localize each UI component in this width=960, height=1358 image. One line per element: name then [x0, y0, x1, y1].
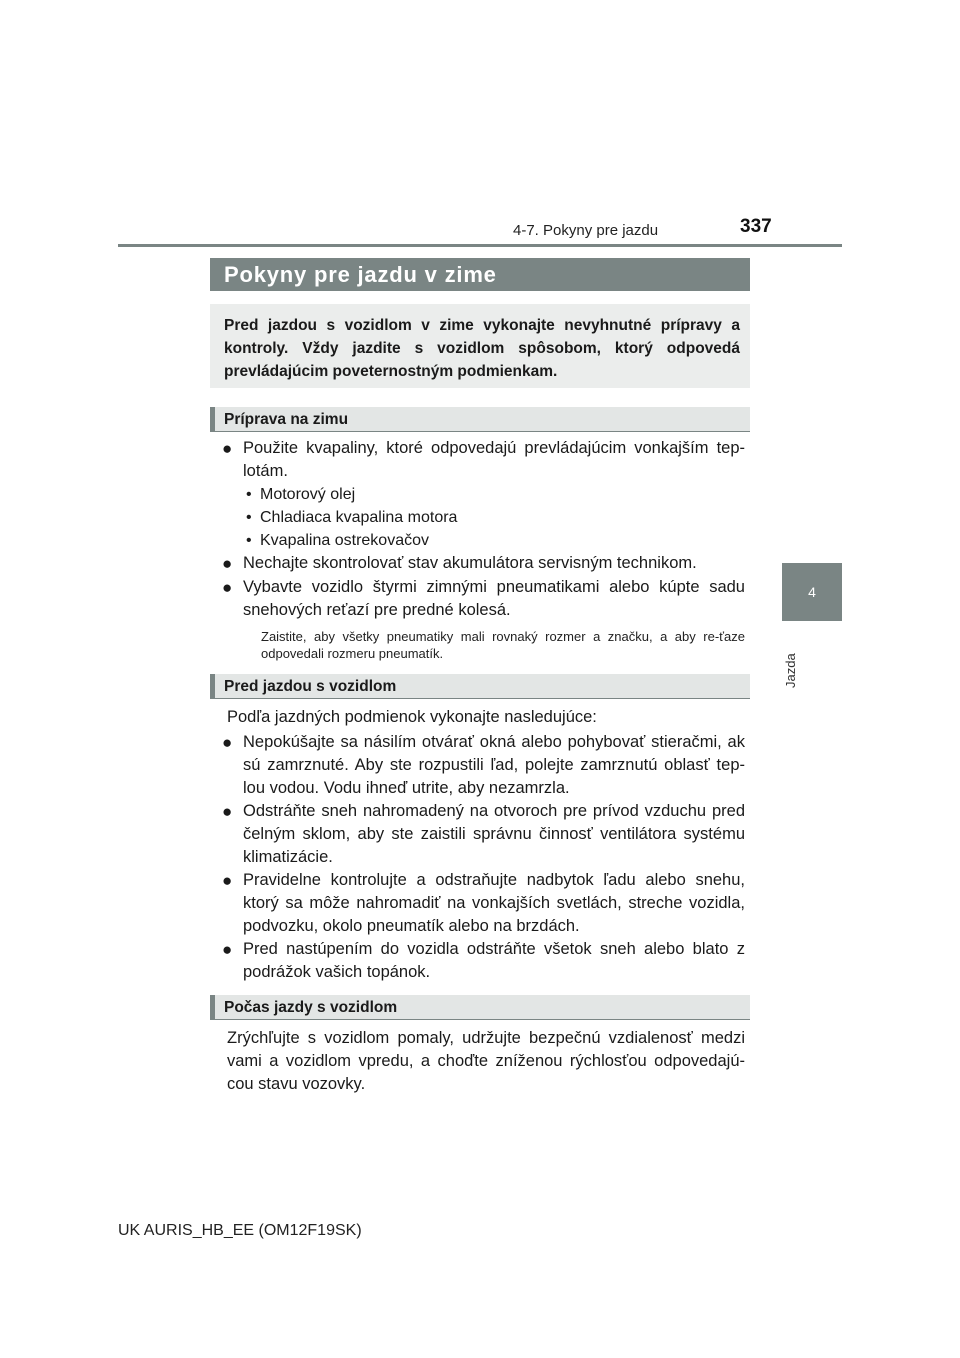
subitem-icon: • — [246, 486, 252, 503]
note-tires: Zaistite, aby všetky pneumatiky mali rovnaký rozmer a značku, a aby re-ťaze odpovedali rozmeru pneumatík. — [261, 629, 745, 661]
bullet-icon: ● — [222, 871, 233, 890]
section-intro-before: Podľa jazdných podmienok vykonajte nasledujúce: — [227, 708, 597, 726]
bullet-icon: ● — [222, 578, 233, 597]
subitem-icon: • — [246, 532, 252, 549]
section-text-during: Zrýchľujte s vozidlom pomaly, udržujte bezpečnú vzdialenosť medzi vami a vozidlom vpredu, a choďte zníženou rýchlosťou odpovedajú-cou stavu vozovky. — [227, 1029, 745, 1093]
bullet-battery: ● Nechajte skontrolovať stav akumulátora servisným technikom. — [222, 554, 697, 573]
chapter-header: 4-7. Pokyny pre jazdu — [513, 222, 659, 239]
bullet-icon: ● — [222, 802, 233, 821]
bullet-shoes: ● Pred nastúpením do vozidla odstráňte všetok sneh alebo blato z podrážok vašich topánok. — [222, 940, 745, 981]
bullet-fluids: ● Použite kvapaliny, ktoré odpovedajú prevládajúcim vonkajším tep-lotám. — [222, 439, 745, 480]
bullet-windows: ● Nepokúšajte sa násilím otvárať okná alebo pohybovať stieračmi, ak sú zamrznuté. Aby ste rozpustili ľad, polejte zamrznutú oblasť tep-lou vodou. Vodu ihneď utrite, aby nezamrzla. — [222, 733, 745, 797]
bullet-icon: ● — [222, 439, 233, 458]
subitem-oil: • Motorový olej — [246, 483, 355, 506]
chapter-tab-label: Jazda — [783, 653, 798, 688]
intro-box: Pred jazdou s vozidlom v zime vykonajte nevyhnutné prípravy a kontroly. Vždy jazdite s vozidlom spôsobom, ktorý odpovedá prevládajúcim poveternostným podmienkam. — [210, 304, 750, 388]
header-rule — [118, 244, 842, 247]
bullet-icon: ● — [222, 733, 233, 752]
bullet-air-intake: ● Odstráňte sneh nahromadený na otvoroch pre prívod vzduchu pred čelným sklom, aby ste zaistili správnu činnosť ventilátora systému klimatizácie. — [222, 802, 745, 866]
chapter-tab: 4 — [782, 563, 842, 621]
footer-model-code: UK AURIS_HB_EE (OM12F19SK) — [118, 1222, 362, 1239]
page-number: 337 — [740, 216, 772, 237]
section-heading-during: Počas jazdy s vozidlom — [210, 995, 750, 1020]
bullet-ice-removal: ● Pravidelne kontrolujte a odstraňujte nadbytok ľadu alebo snehu, ktorý sa môže nahromadiť na vonkajších svetlách, streche vozidla, podvozku, okolo pneumatík alebo na brzdách. — [222, 871, 745, 935]
subitem-icon: • — [246, 509, 252, 526]
subitem-coolant: • Chladiaca kvapalina motora — [246, 506, 457, 529]
section-heading-preparation: Príprava na zimu — [210, 407, 750, 432]
bullet-tires: ● Vybavte vozidlo štyrmi zimnými pneumatikami alebo kúpte sadu snehových reťazí pre predné kolesá. — [222, 578, 745, 619]
bullet-icon: ● — [222, 554, 233, 573]
bullet-icon: ● — [222, 940, 233, 959]
page-title: Pokyny pre jazdu v zime — [210, 258, 750, 291]
subitem-washer: • Kvapalina ostrekovačov — [246, 529, 429, 552]
section-heading-before: Pred jazdou s vozidlom — [210, 674, 750, 699]
